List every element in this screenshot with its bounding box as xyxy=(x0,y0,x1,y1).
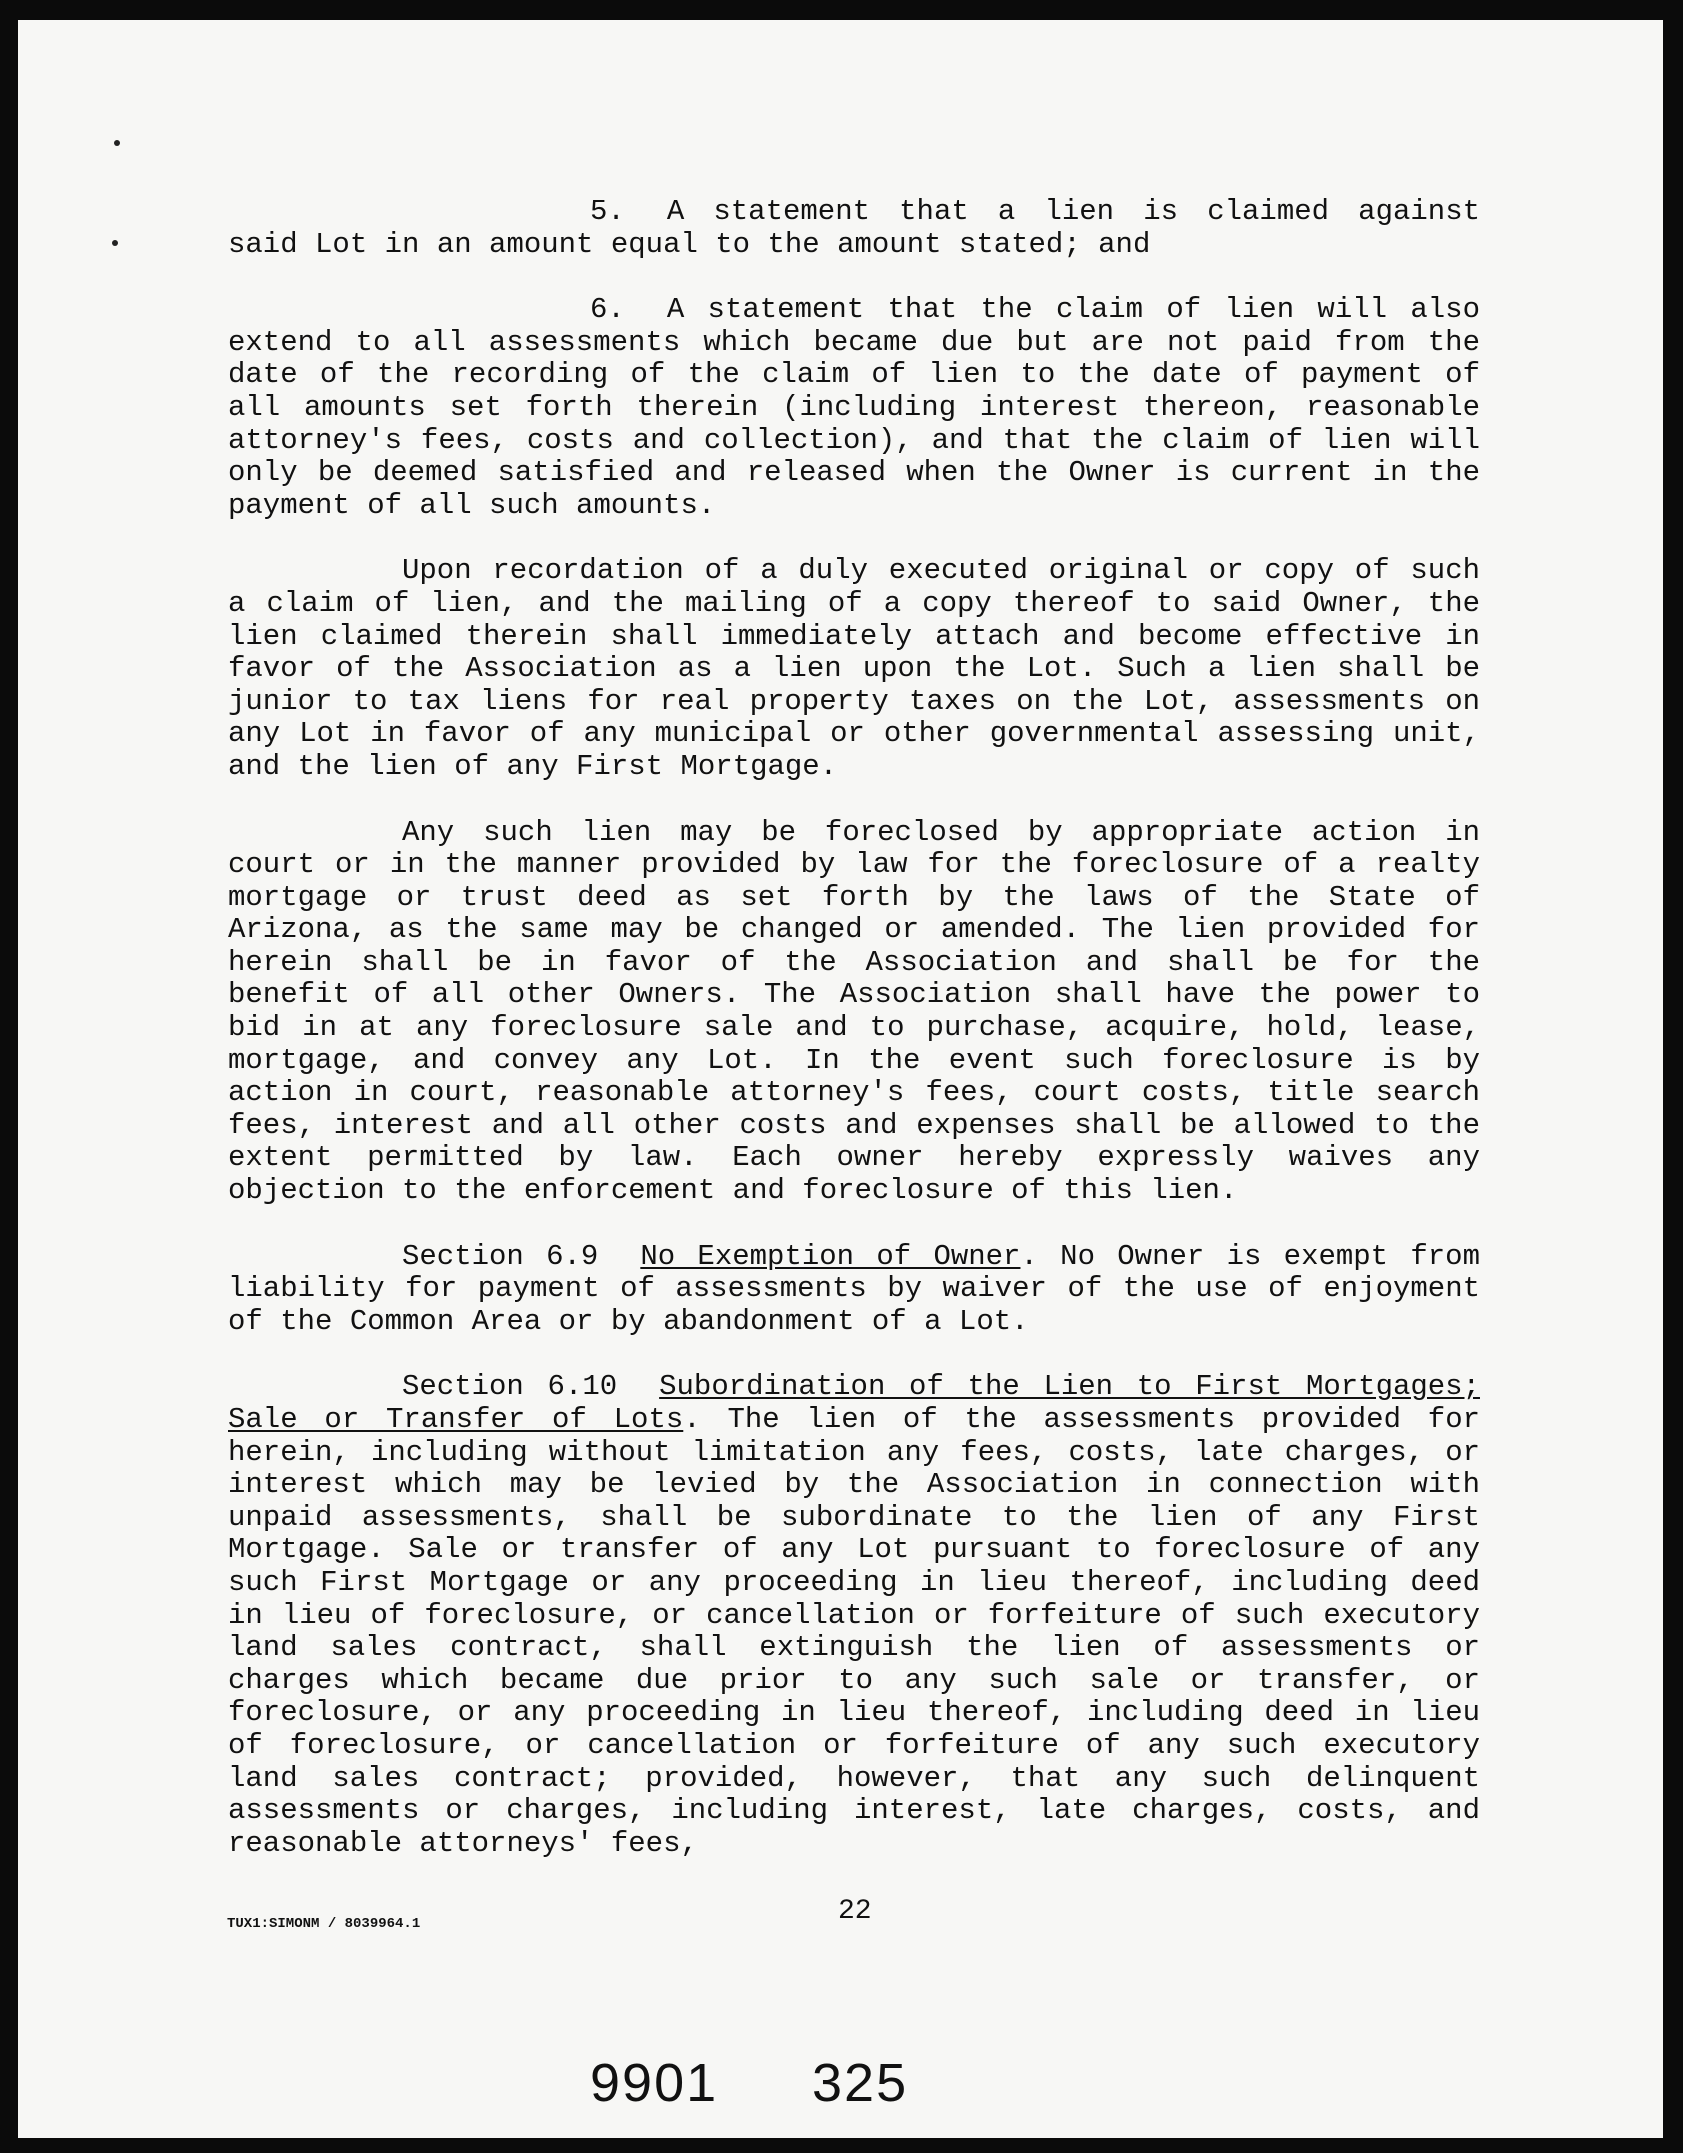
numbered-item-6 xyxy=(228,294,1480,522)
recording-stamp-right: 325 xyxy=(812,2053,909,2113)
section-6-10 xyxy=(228,1371,1480,1860)
section-6-9 xyxy=(228,1241,1480,1339)
document-id: TUX1:SIMONM / 8039964.1 xyxy=(227,1916,421,1932)
section-heading: Subordination of the Lien to First Mortgages; Sale or Transfer of Lots xyxy=(228,1370,1480,1436)
section-text: . The lien of the assessments provided for herein, including without limitation any fees, costs, late charges, or interest which may be levied by the Association in connection with unpaid assessments, shall be subordinate to the lien of any First Mortgage. Sale or transfer of any Lot pursuant to foreclosure of any such First Mortgage or any proceeding in lieu thereof, including deed in lieu of foreclosure, or cancellation or forfeiture of such executory land sales contract, shall extinguish the lien of assessments or charges which became due prior to any such sale or transfer, or foreclosure, or any proceeding in lieu thereof, including deed in lieu of foreclosure, or cancellation or forfeiture of any such executory land sales contract; provided, however, that any such delinquent assessments or charges, including interest, late charges, costs, and reasonable attorneys' fees, xyxy=(228,1403,1481,1860)
item-number: 5. xyxy=(590,195,625,228)
page-number: 22 xyxy=(838,1896,872,1927)
document-body xyxy=(228,196,1480,1893)
scan-speck xyxy=(112,240,118,246)
section-label: Section 6.9 xyxy=(402,1239,599,1273)
paragraph-recordation: Upon recordation of a duly executed original or copy of such a claim of lien, and the mailing of a copy thereof to said Owner, the lien claimed therein shall immediately attach and become effective in favor of the Association as a lien upon the Lot. Such a lien shall be junior to tax liens for real property taxes on the Lot, assessments on any Lot in favor of any municipal or other governmental assessing unit, and the lien of any First Mortgage. xyxy=(228,554,1480,783)
item-text: A statement that the claim of lien will also extend to all assessments which became due but are not paid from the date of the recording of the claim of lien to the date of payment of all amounts set forth therein (including interest thereon, reasonable attorney's fees, costs and collection), and that the claim of lien will only be deemed satisfied and released when the Owner is current in the payment of all such amounts. xyxy=(228,293,1480,522)
section-heading: No Exemption of Owner xyxy=(640,1239,1021,1273)
section-label: Section 6.10 xyxy=(402,1370,618,1404)
numbered-item-5 xyxy=(228,196,1480,261)
recording-stamp-left: 9901 xyxy=(590,2053,719,2113)
section-text: . No Owner is exempt from liability for payment of assessments by waiver of the use of enjoyment of the Common Area or by abandonment of a Lot. xyxy=(228,1239,1480,1338)
item-text: A statement that a lien is claimed against said Lot in an amount equal to the amount stated; and xyxy=(228,195,1480,261)
paragraph-foreclosure: Any such lien may be foreclosed by appropriate action in court or in the manner provided by law for the foreclosure of a realty mortgage or trust deed as set forth by the laws of the State of Arizona, as the same may be changed or amended. The lien provided for herein shall be in favor of the Association and shall be for the benefit of all other Owners. The Association shall have the power to bid in at any foreclosure sale and to purchase, acquire, hold, lease, mortgage, and convey any Lot. In the event such foreclosure is by action in court, reasonable attorney's fees, court costs, title search fees, interest and all other costs and expenses shall be allowed to the extent permitted by law. Each owner hereby expressly waives any objection to the enforcement and foreclosure of this lien. xyxy=(228,815,1480,1208)
item-number: 6. xyxy=(590,293,625,327)
scan-speck xyxy=(114,140,120,146)
